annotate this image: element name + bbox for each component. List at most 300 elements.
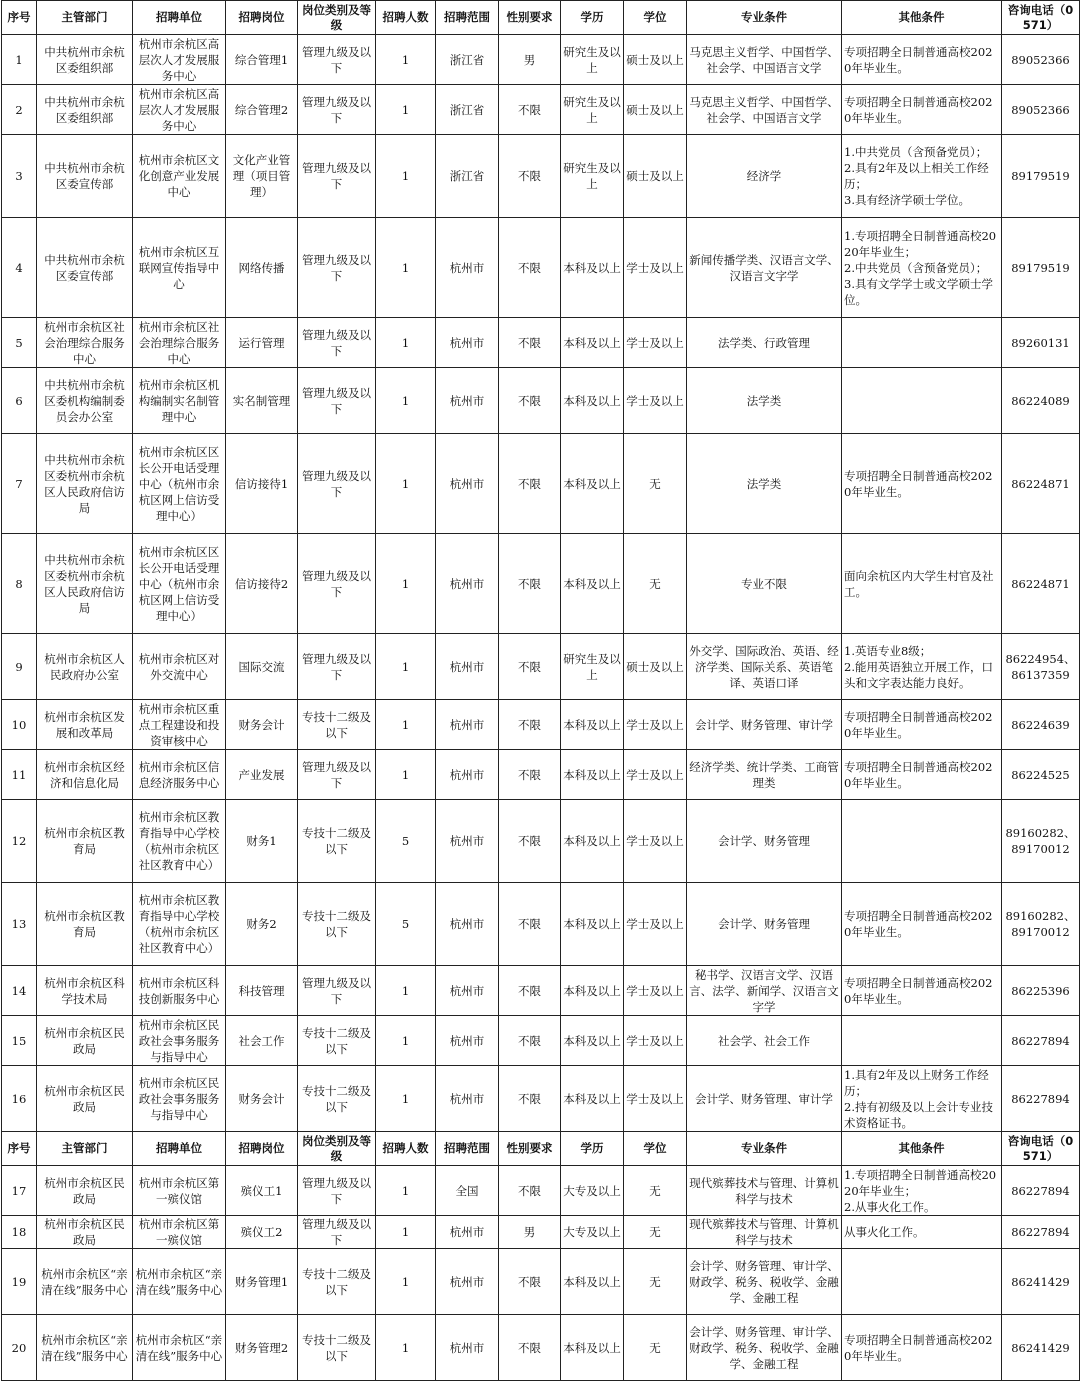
cell-degree: 学士及以上 — [624, 700, 687, 750]
cell-gender: 不限 — [499, 883, 561, 966]
cell-unit: 杭州市余杭区高层次人才发展服务中心 — [133, 35, 226, 85]
table-row — [2, 883, 1080, 966]
cell-count: 1 — [376, 700, 436, 750]
cell-scope: 杭州市 — [436, 534, 499, 634]
cell-post: 财务管理1 — [226, 1249, 298, 1315]
cell-dept: 中共杭州市余杭区委机构编制委员会办公室 — [37, 368, 133, 434]
cell-phone: 86224639 — [1002, 700, 1080, 750]
cell-other: 专项招聘全日制普通高校2020年毕业生。 — [842, 883, 1002, 966]
cell-gender: 不限 — [499, 1016, 561, 1066]
cell-phone: 86227894 — [1002, 1066, 1080, 1132]
cell-no: 14 — [2, 966, 37, 1016]
cell-dept: 杭州市余杭区民政局 — [37, 1216, 133, 1249]
table-row — [2, 966, 1080, 1016]
table-row — [2, 1016, 1080, 1066]
cell-grade: 专技十二级及以下 — [298, 1066, 376, 1132]
header-post: 招聘岗位 — [226, 1, 298, 35]
cell-edu: 本科及以上 — [561, 750, 624, 800]
table-row — [2, 318, 1080, 368]
cell-edu: 本科及以上 — [561, 966, 624, 1016]
cell-scope: 杭州市 — [436, 434, 499, 534]
cell-major: 会计学、财务管理、审计学 — [687, 700, 842, 750]
cell-edu: 大专及以上 — [561, 1216, 624, 1249]
table-row — [2, 700, 1080, 750]
cell-phone: 86227894 — [1002, 1016, 1080, 1066]
cell-post: 殡仪工1 — [226, 1166, 298, 1216]
cell-grade: 管理九级及以下 — [298, 135, 376, 218]
cell-phone: 86227894 — [1002, 1166, 1080, 1216]
cell-phone: 89160282、 89170012 — [1002, 800, 1080, 883]
cell-scope: 杭州市 — [436, 966, 499, 1016]
repeat-header-major: 专业条件 — [687, 1132, 842, 1166]
cell-no: 12 — [2, 800, 37, 883]
cell-dept: 中共杭州市余杭区委杭州市余杭区人民政府信访局 — [37, 534, 133, 634]
cell-gender: 不限 — [499, 750, 561, 800]
cell-scope: 杭州市 — [436, 750, 499, 800]
repeat-header-phone: 咨询电话（0571） — [1002, 1132, 1080, 1166]
cell-edu: 本科及以上 — [561, 1315, 624, 1381]
cell-major: 现代殡葬技术与管理、计算机科学与技术 — [687, 1216, 842, 1249]
cell-scope: 浙江省 — [436, 135, 499, 218]
cell-phone: 86224871 — [1002, 434, 1080, 534]
cell-major: 新闻传播学类、汉语言文学、汉语言文字学 — [687, 218, 842, 318]
cell-edu: 本科及以上 — [561, 534, 624, 634]
cell-count: 5 — [376, 883, 436, 966]
cell-major: 会计学、财务管理、审计学、财政学、税务、税收学、金融学、金融工程 — [687, 1315, 842, 1381]
cell-dept: 中共杭州市余杭区委杭州市余杭区人民政府信访局 — [37, 434, 133, 534]
table-row — [2, 800, 1080, 883]
cell-degree: 硕士及以上 — [624, 35, 687, 85]
cell-grade: 管理九级及以下 — [298, 1166, 376, 1216]
header-degree: 学位 — [624, 1, 687, 35]
cell-phone: 86227894 — [1002, 1216, 1080, 1249]
cell-degree: 硕士及以上 — [624, 85, 687, 135]
cell-edu: 本科及以上 — [561, 1249, 624, 1315]
cell-grade: 专技十二级及以下 — [298, 1249, 376, 1315]
cell-scope: 杭州市 — [436, 883, 499, 966]
cell-grade: 管理九级及以下 — [298, 534, 376, 634]
cell-phone: 89179519 — [1002, 218, 1080, 318]
cell-dept: 中共杭州市余杭区委宣传部 — [37, 218, 133, 318]
cell-other: 1.中共党员（含预备党员）； 2.具有2年及以上相关工作经历； 3.具有经济学硕士学位。 — [842, 135, 1002, 218]
table-row — [2, 1066, 1080, 1132]
cell-grade: 管理九级及以下 — [298, 434, 376, 534]
cell-post: 网络传播 — [226, 218, 298, 318]
cell-grade: 专技十二级及以下 — [298, 883, 376, 966]
cell-edu: 本科及以上 — [561, 883, 624, 966]
cell-dept: 杭州市余杭区民政局 — [37, 1066, 133, 1132]
cell-no: 20 — [2, 1315, 37, 1381]
cell-edu: 本科及以上 — [561, 1066, 624, 1132]
cell-post: 运行管理 — [226, 318, 298, 368]
cell-dept: 杭州市余杭区教育局 — [37, 883, 133, 966]
cell-major: 秘书学、汉语言文学、汉语言、法学、新闻学、汉语言文字学 — [687, 966, 842, 1016]
cell-other: 专项招聘全日制普通高校2020年毕业生。 — [842, 700, 1002, 750]
header-other: 其他条件 — [842, 1, 1002, 35]
cell-other: 从事火化工作。 — [842, 1216, 1002, 1249]
recruitment-table — [1, 0, 1080, 1381]
cell-post: 产业发展 — [226, 750, 298, 800]
cell-post: 殡仪工2 — [226, 1216, 298, 1249]
table-body — [2, 35, 1080, 1381]
cell-gender: 不限 — [499, 218, 561, 318]
cell-unit: 杭州市余杭区机构编制实名制管理中心 — [133, 368, 226, 434]
cell-grade: 管理九级及以下 — [298, 218, 376, 318]
cell-unit: 杭州市余杭区教育指导中心学校（杭州市余杭区社区教育中心） — [133, 800, 226, 883]
cell-count: 1 — [376, 434, 436, 534]
cell-degree: 无 — [624, 1166, 687, 1216]
cell-count: 1 — [376, 634, 436, 700]
cell-scope: 浙江省 — [436, 85, 499, 135]
cell-no: 1 — [2, 35, 37, 85]
cell-scope: 杭州市 — [436, 634, 499, 700]
cell-degree: 学士及以上 — [624, 318, 687, 368]
repeat-header-degree: 学位 — [624, 1132, 687, 1166]
cell-post: 财务管理2 — [226, 1315, 298, 1381]
cell-phone: 89179519 — [1002, 135, 1080, 218]
cell-no: 17 — [2, 1166, 37, 1216]
cell-edu: 本科及以上 — [561, 800, 624, 883]
cell-major: 社会学、社会工作 — [687, 1016, 842, 1066]
cell-grade: 管理九级及以下 — [298, 85, 376, 135]
cell-major: 马克思主义哲学、中国哲学、社会学、中国语言文学 — [687, 35, 842, 85]
cell-dept: 杭州市余杭区科学技术局 — [37, 966, 133, 1016]
cell-post: 财务会计 — [226, 700, 298, 750]
repeat-header-edu: 学历 — [561, 1132, 624, 1166]
cell-dept: 杭州市余杭区经济和信息化局 — [37, 750, 133, 800]
cell-no: 3 — [2, 135, 37, 218]
cell-count: 1 — [376, 1249, 436, 1315]
cell-degree: 硕士及以上 — [624, 634, 687, 700]
cell-no: 19 — [2, 1249, 37, 1315]
cell-post: 财务会计 — [226, 1066, 298, 1132]
cell-post: 国际交流 — [226, 634, 298, 700]
cell-count: 1 — [376, 1016, 436, 1066]
cell-unit: 杭州市余杭区“亲清在线”服务中心 — [133, 1249, 226, 1315]
cell-unit: 杭州市余杭区高层次人才发展服务中心 — [133, 85, 226, 135]
cell-unit: 杭州市余杭区重点工程建设和投资审核中心 — [133, 700, 226, 750]
cell-gender: 不限 — [499, 318, 561, 368]
cell-other: 专项招聘全日制普通高校2020年毕业生。 — [842, 434, 1002, 534]
cell-gender: 不限 — [499, 434, 561, 534]
cell-unit: 杭州市余杭区民政社会事务服务与指导中心 — [133, 1066, 226, 1132]
cell-no: 10 — [2, 700, 37, 750]
cell-other: 1.英语专业8级； 2.能用英语独立开展工作，口头和文字表达能力良好。 — [842, 634, 1002, 700]
cell-major: 会计学、财务管理 — [687, 883, 842, 966]
cell-other — [842, 318, 1002, 368]
cell-grade: 管理九级及以下 — [298, 634, 376, 700]
cell-no: 6 — [2, 368, 37, 434]
cell-phone: 89260131 — [1002, 318, 1080, 368]
repeat-header-other: 其他条件 — [842, 1132, 1002, 1166]
cell-count: 1 — [376, 1315, 436, 1381]
header-grade: 岗位类别及等级 — [298, 1, 376, 35]
cell-grade: 专技十二级及以下 — [298, 700, 376, 750]
cell-phone: 89160282、 89170012 — [1002, 883, 1080, 966]
cell-grade: 专技十二级及以下 — [298, 1016, 376, 1066]
cell-gender: 不限 — [499, 135, 561, 218]
cell-degree: 学士及以上 — [624, 966, 687, 1016]
cell-major: 法学类、行政管理 — [687, 318, 842, 368]
cell-scope: 杭州市 — [436, 700, 499, 750]
cell-post: 综合管理1 — [226, 35, 298, 85]
cell-unit: 杭州市余杭区教育指导中心学校（杭州市余杭区社区教育中心） — [133, 883, 226, 966]
repeat-header-grade: 岗位类别及等级 — [298, 1132, 376, 1166]
cell-gender: 不限 — [499, 368, 561, 434]
cell-no: 9 — [2, 634, 37, 700]
cell-count: 1 — [376, 218, 436, 318]
cell-major: 外交学、国际政治、英语、经济学类、国际关系、英语笔译、英语口译 — [687, 634, 842, 700]
cell-degree: 学士及以上 — [624, 1016, 687, 1066]
cell-no: 8 — [2, 534, 37, 634]
cell-edu: 研究生及以上 — [561, 35, 624, 85]
cell-phone: 86224089 — [1002, 368, 1080, 434]
cell-other: 专项招聘全日制普通高校2020年毕业生。 — [842, 966, 1002, 1016]
cell-major: 法学类 — [687, 368, 842, 434]
cell-post: 综合管理2 — [226, 85, 298, 135]
cell-major: 经济学 — [687, 135, 842, 218]
cell-grade: 管理九级及以下 — [298, 750, 376, 800]
table-row — [2, 218, 1080, 318]
table-row — [2, 368, 1080, 434]
cell-no: 18 — [2, 1216, 37, 1249]
cell-unit: 杭州市余杭区“亲清在线”服务中心 — [133, 1315, 226, 1381]
cell-unit: 杭州市余杭区对外交流中心 — [133, 634, 226, 700]
cell-other — [842, 800, 1002, 883]
cell-edu: 大专及以上 — [561, 1166, 624, 1216]
cell-gender: 不限 — [499, 1066, 561, 1132]
cell-count: 1 — [376, 35, 436, 85]
cell-count: 5 — [376, 800, 436, 883]
cell-scope: 杭州市 — [436, 1216, 499, 1249]
cell-post: 财务2 — [226, 883, 298, 966]
cell-scope: 杭州市 — [436, 1066, 499, 1132]
cell-degree: 学士及以上 — [624, 218, 687, 318]
cell-degree: 学士及以上 — [624, 1066, 687, 1132]
cell-gender: 男 — [499, 35, 561, 85]
cell-count: 1 — [376, 750, 436, 800]
repeat-header-unit: 招聘单位 — [133, 1132, 226, 1166]
cell-edu: 本科及以上 — [561, 218, 624, 318]
header-edu: 学历 — [561, 1, 624, 35]
repeat-header-dept: 主管部门 — [37, 1132, 133, 1166]
cell-gender: 不限 — [499, 85, 561, 135]
cell-dept: 杭州市余杭区发展和改革局 — [37, 700, 133, 750]
cell-unit: 杭州市余杭区信息经济服务中心 — [133, 750, 226, 800]
cell-phone: 86224871 — [1002, 534, 1080, 634]
repeated-header-row — [2, 1132, 1080, 1166]
repeat-header-no: 序号 — [2, 1132, 37, 1166]
cell-grade: 管理九级及以下 — [298, 318, 376, 368]
cell-edu: 研究生及以上 — [561, 634, 624, 700]
cell-unit: 杭州市余杭区文化创意产业发展中心 — [133, 135, 226, 218]
cell-degree: 无 — [624, 1216, 687, 1249]
cell-scope: 杭州市 — [436, 1016, 499, 1066]
header-no: 序号 — [2, 1, 37, 35]
cell-post: 社会工作 — [226, 1016, 298, 1066]
cell-phone: 86241429 — [1002, 1315, 1080, 1381]
cell-unit: 杭州市余杭区科技创新服务中心 — [133, 966, 226, 1016]
header-unit: 招聘单位 — [133, 1, 226, 35]
cell-scope: 杭州市 — [436, 218, 499, 318]
cell-phone: 89052366 — [1002, 85, 1080, 135]
header-count: 招聘人数 — [376, 1, 436, 35]
cell-major: 现代殡葬技术与管理、计算机科学与技术 — [687, 1166, 842, 1216]
cell-count: 1 — [376, 1216, 436, 1249]
cell-degree: 无 — [624, 1315, 687, 1381]
cell-grade: 管理九级及以下 — [298, 368, 376, 434]
table-row — [2, 35, 1080, 85]
cell-phone: 89052366 — [1002, 35, 1080, 85]
cell-gender: 不限 — [499, 1249, 561, 1315]
cell-degree: 学士及以上 — [624, 368, 687, 434]
cell-phone: 86225396 — [1002, 966, 1080, 1016]
cell-grade: 管理九级及以下 — [298, 35, 376, 85]
cell-post: 财务1 — [226, 800, 298, 883]
cell-gender: 不限 — [499, 1166, 561, 1216]
cell-count: 1 — [376, 534, 436, 634]
cell-dept: 杭州市余杭区人民政府办公室 — [37, 634, 133, 700]
cell-count: 1 — [376, 368, 436, 434]
cell-dept: 杭州市余杭区社会治理综合服务中心 — [37, 318, 133, 368]
table-row — [2, 750, 1080, 800]
table-row — [2, 534, 1080, 634]
cell-unit: 杭州市余杭区社会治理综合服务中心 — [133, 318, 226, 368]
cell-other: 专项招聘全日制普通高校2020年毕业生。 — [842, 85, 1002, 135]
cell-other: 专项招聘全日制普通高校2020年毕业生。 — [842, 1315, 1002, 1381]
cell-other: 1.专项招聘全日制普通高校2020年毕业生； 2.从事火化工作。 — [842, 1166, 1002, 1216]
table-row — [2, 1249, 1080, 1315]
header-major: 专业条件 — [687, 1, 842, 35]
cell-other: 1.具有2年及以上财务工作经历； 2.持有初级及以上会计专业技术资格证书。 — [842, 1066, 1002, 1132]
cell-degree: 学士及以上 — [624, 750, 687, 800]
cell-unit: 杭州市余杭区区长公开电话受理中心（杭州市余杭区网上信访受理中心） — [133, 534, 226, 634]
cell-gender: 不限 — [499, 534, 561, 634]
cell-count: 1 — [376, 1066, 436, 1132]
cell-gender: 不限 — [499, 634, 561, 700]
cell-no: 13 — [2, 883, 37, 966]
repeat-header-post: 招聘岗位 — [226, 1132, 298, 1166]
cell-gender: 不限 — [499, 700, 561, 750]
cell-edu: 本科及以上 — [561, 1016, 624, 1066]
cell-no: 15 — [2, 1016, 37, 1066]
cell-scope: 杭州市 — [436, 1249, 499, 1315]
cell-major: 马克思主义哲学、中国哲学、社会学、中国语言文学 — [687, 85, 842, 135]
cell-other: 专项招聘全日制普通高校2020年毕业生。 — [842, 750, 1002, 800]
cell-unit: 杭州市余杭区第一殡仪馆 — [133, 1166, 226, 1216]
cell-dept: 中共杭州市余杭区委组织部 — [37, 85, 133, 135]
cell-other: 专项招聘全日制普通高校2020年毕业生。 — [842, 35, 1002, 85]
cell-no: 4 — [2, 218, 37, 318]
header-scope: 招聘范围 — [436, 1, 499, 35]
cell-count: 1 — [376, 966, 436, 1016]
cell-no: 5 — [2, 318, 37, 368]
table-row — [2, 1216, 1080, 1249]
cell-edu: 本科及以上 — [561, 700, 624, 750]
cell-phone: 86224525 — [1002, 750, 1080, 800]
cell-post: 信访接待2 — [226, 534, 298, 634]
cell-no: 7 — [2, 434, 37, 534]
cell-scope: 杭州市 — [436, 318, 499, 368]
cell-unit: 杭州市余杭区区长公开电话受理中心（杭州市余杭区网上信访受理中心） — [133, 434, 226, 534]
header-gender: 性别要求 — [499, 1, 561, 35]
cell-no: 11 — [2, 750, 37, 800]
table-header-row — [2, 1, 1080, 35]
cell-major: 法学类 — [687, 434, 842, 534]
cell-post: 实名制管理 — [226, 368, 298, 434]
cell-count: 1 — [376, 318, 436, 368]
cell-other — [842, 1249, 1002, 1315]
cell-count: 1 — [376, 85, 436, 135]
cell-no: 16 — [2, 1066, 37, 1132]
cell-degree: 无 — [624, 534, 687, 634]
cell-gender: 不限 — [499, 800, 561, 883]
cell-other: 1.专项招聘全日制普通高校2020年毕业生； 2.中共党员（含预备党员）； 3.具有文学学士或文学硕士学位。 — [842, 218, 1002, 318]
cell-degree: 学士及以上 — [624, 883, 687, 966]
cell-unit: 杭州市余杭区第一殡仪馆 — [133, 1216, 226, 1249]
cell-major: 会计学、财务管理、审计学 — [687, 1066, 842, 1132]
cell-grade: 管理九级及以下 — [298, 1216, 376, 1249]
cell-grade: 专技十二级及以下 — [298, 800, 376, 883]
cell-edu: 本科及以上 — [561, 368, 624, 434]
cell-post: 科技管理 — [226, 966, 298, 1016]
cell-gender: 不限 — [499, 1315, 561, 1381]
cell-scope: 杭州市 — [436, 1315, 499, 1381]
cell-phone: 86224954、 86137359 — [1002, 634, 1080, 700]
cell-degree: 学士及以上 — [624, 800, 687, 883]
cell-major: 经济学类、统计学类、工商管理类 — [687, 750, 842, 800]
cell-post: 文化产业管理（项目管理） — [226, 135, 298, 218]
cell-dept: 杭州市余杭区“亲清在线”服务中心 — [37, 1315, 133, 1381]
cell-dept: 杭州市余杭区民政局 — [37, 1016, 133, 1066]
cell-scope: 杭州市 — [436, 800, 499, 883]
cell-degree: 硕士及以上 — [624, 135, 687, 218]
table-row — [2, 1166, 1080, 1216]
cell-unit: 杭州市余杭区民政社会事务服务与指导中心 — [133, 1016, 226, 1066]
cell-count: 1 — [376, 135, 436, 218]
cell-major: 会计学、财务管理、审计学、财政学、税务、税收学、金融学、金融工程 — [687, 1249, 842, 1315]
cell-post: 信访接待1 — [226, 434, 298, 534]
cell-degree: 无 — [624, 1249, 687, 1315]
cell-major: 专业不限 — [687, 534, 842, 634]
repeat-header-gender: 性别要求 — [499, 1132, 561, 1166]
cell-no: 2 — [2, 85, 37, 135]
header-dept: 主管部门 — [37, 1, 133, 35]
cell-edu: 本科及以上 — [561, 434, 624, 534]
cell-phone: 86241429 — [1002, 1249, 1080, 1315]
cell-other: 面向余杭区内大学生村官及社工。 — [842, 534, 1002, 634]
cell-edu: 本科及以上 — [561, 318, 624, 368]
cell-edu: 研究生及以上 — [561, 85, 624, 135]
cell-scope: 杭州市 — [436, 368, 499, 434]
cell-dept: 杭州市余杭区教育局 — [37, 800, 133, 883]
cell-major: 会计学、财务管理 — [687, 800, 842, 883]
cell-dept: 杭州市余杭区民政局 — [37, 1166, 133, 1216]
cell-unit: 杭州市余杭区互联网宣传指导中心 — [133, 218, 226, 318]
cell-dept: 中共杭州市余杭区委宣传部 — [37, 135, 133, 218]
cell-edu: 研究生及以上 — [561, 135, 624, 218]
cell-gender: 男 — [499, 1216, 561, 1249]
repeat-header-count: 招聘人数 — [376, 1132, 436, 1166]
cell-count: 1 — [376, 1166, 436, 1216]
table-row — [2, 85, 1080, 135]
cell-dept: 中共杭州市余杭区委组织部 — [37, 35, 133, 85]
table-row — [2, 1315, 1080, 1381]
cell-other — [842, 1016, 1002, 1066]
cell-grade: 管理九级及以下 — [298, 966, 376, 1016]
cell-scope: 浙江省 — [436, 35, 499, 85]
cell-scope: 全国 — [436, 1166, 499, 1216]
